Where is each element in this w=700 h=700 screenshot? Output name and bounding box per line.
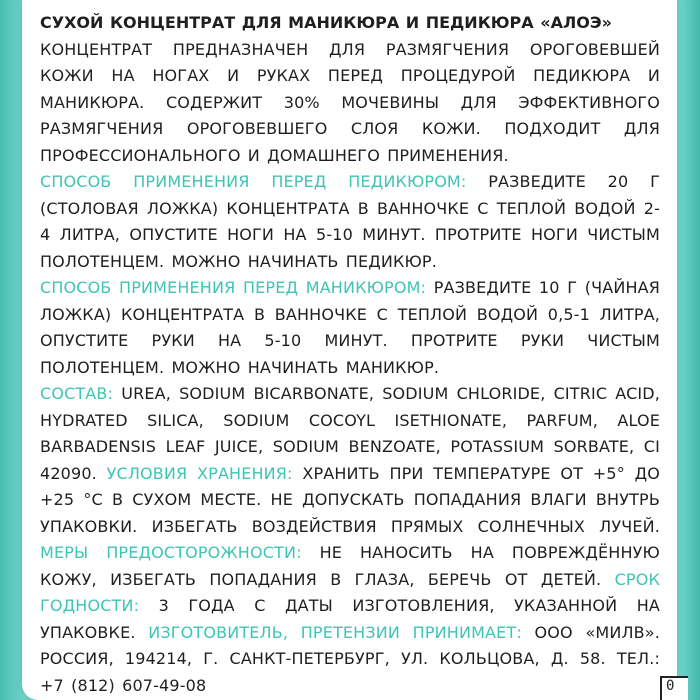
product-description: КОНЦЕНТРАТ ПРЕДНАЗНАЧЕН ДЛЯ РАЗМЯГЧЕНИЯ ОРОГОВЕВШЕЙ КОЖИ НА НОГАХ И РУКАХ ПЕРЕД ПРОЦЕДУРОЙ ПЕДИКЮРА И МАНИКЮРА. СОДЕРЖИТ 30% МОЧЕВИНЫ ДЛЯ ЭФФЕКТИВНОГО РАЗМЯГЧЕНИЯ ОРОГОВЕВШЕГО СЛОЯ КОЖИ. ПОДХОДИТ ДЛЯ ПРОФЕССИОНАЛЬНОГО И ДОМАШНЕГО ПРИМЕНЕНИЯ. bbox=[40, 39, 660, 165]
manicure-heading: СПОСОБ ПРИМЕНЕНИЯ ПЕРЕД МАНИКЮРОМ: bbox=[40, 278, 427, 297]
precautions-heading: МЕРЫ ПРЕДОСТОРОЖНОСТИ: bbox=[40, 543, 302, 562]
manufacturer-text: ООО «МИЛВ». РОССИЯ, 194214, Г. САНКТ-ПЕТЕРБУРГ, УЛ. КОЛЬЦОВА, Д. 58. ТЕЛ.: +7 (812) 607-49-08 bbox=[40, 622, 660, 695]
manicure-section bbox=[40, 275, 660, 381]
manufacturer-heading: ИЗГОТОВИТЕЛЬ, ПРЕТЕНЗИИ ПРИНИМАЕТ: bbox=[148, 622, 522, 642]
shelf-life-text: 3 ГОДА С ДАТЫ ИЗГОТОВЛЕНИЯ, УКАЗАННОЙ НА УПАКОВКЕ. bbox=[40, 596, 660, 642]
pedicure-heading: СПОСОБ ПРИМЕНЕНИЯ ПЕРЕД ПЕДИКЮРОМ: bbox=[40, 172, 467, 191]
shelf-life-heading: СРОК ГОДНОСТИ: bbox=[40, 569, 660, 615]
barcode-digit: 0 bbox=[666, 678, 675, 694]
info-section bbox=[40, 381, 660, 699]
product-title: СУХОЙ КОНЦЕНТРАТ ДЛЯ МАНИКЮРА И ПЕДИКЮРА «АЛОЭ» bbox=[40, 13, 612, 32]
pedicure-section bbox=[40, 169, 660, 275]
precautions-text: НЕ НАНОСИТЬ НА ПОВРЕЖДЁННУЮ КОЖУ, ИЗБЕГАТЬ ПОПАДАНИЯ В ГЛАЗА, БЕРЕЧЬ ОТ ДЕТЕЙ. bbox=[40, 543, 660, 589]
composition-text: UREA, SODIUM BICARBONATE, SODIUM CHLORIDE, CITRIC ACID, HYDRATED SILICA, SODIUM COCOYL ISETHIONATE, PARFUM, ALOE BARBADENSIS LEAF JUICE, SODIUM BENZOATE, POTASSIUM SORBATE, CI 42090. bbox=[40, 384, 660, 483]
storage-text: ХРАНИТЬ ПРИ ТЕМПЕРАТУРЕ ОТ +5° ДО +25 °С В СУХОМ МЕСТЕ. НЕ ДОПУСКАТЬ ПОПАДАНИЯ ВЛАГИ ВНУТРЬ УПАКОВКИ. ИЗБЕГАТЬ ВОЗДЕЙСТВИЯ ПРЯМЫХ СОЛНЕЧНЫХ ЛУЧЕЙ. bbox=[40, 463, 660, 536]
label-text bbox=[40, 10, 660, 699]
storage-heading: УСЛОВИЯ ХРАНЕНИЯ: bbox=[106, 463, 293, 483]
pedicure-text: РАЗВЕДИТЕ 20 Г (СТОЛОВАЯ ЛОЖКА) КОНЦЕНТРАТА В ВАННОЧКЕ С ТЕПЛОЙ ВОДОЙ 2-4 ЛИТРА, ОПУСТИТЕ НОГИ НА 5-10 МИНУТ. ПРОТРИТЕ НОГИ ЧИСТЫМ ПОЛОТЕНЦЕМ. МОЖНО НАЧИНАТЬ ПЕДИКЮР. bbox=[40, 172, 660, 271]
manicure-text: РАЗВЕДИТЕ 10 Г (ЧАЙНАЯ ЛОЖКА) КОНЦЕНТРАТА В ВАННОЧКЕ С ТЕПЛОЙ ВОДОЙ 0,5-1 ЛИТРА, ОПУСТИТЕ РУКИ НА 5-10 МИНУТ. ПРОТРИТЕ РУКИ ЧИСТЫМ ПОЛОТЕНЦЕМ. МОЖНО НАЧИНАТЬ МАНИКЮР. bbox=[40, 278, 660, 377]
composition-heading: СОСТАВ: bbox=[40, 384, 114, 403]
barcode-fragment bbox=[660, 676, 688, 700]
